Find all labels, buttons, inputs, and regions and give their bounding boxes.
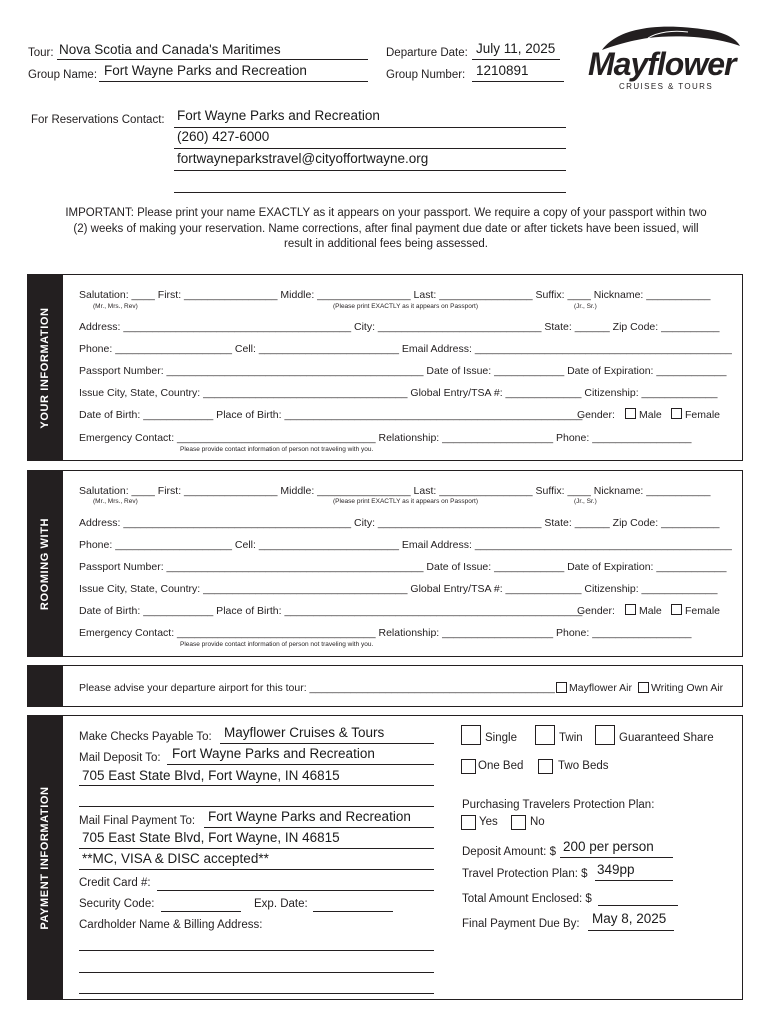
group-number-label: Group Number:: [386, 69, 466, 81]
contact-line-1: [174, 127, 566, 128]
deposit-amount-value[interactable]: 200 per person: [563, 839, 654, 854]
single-checkbox[interactable]: [461, 725, 481, 745]
logo-tagline: CRUISES & TOURS: [619, 82, 714, 91]
total-enclosed-line[interactable]: [598, 905, 678, 906]
twin-checkbox[interactable]: [535, 725, 555, 745]
group-name-line: [99, 81, 368, 82]
cardholder-label: Cardholder Name & Billing Address:: [79, 919, 263, 931]
deposit-blank-line: [79, 806, 434, 807]
contact-name[interactable]: Fort Wayne Parks and Recreation: [177, 108, 380, 123]
rw-last-name-hint: (Please print EXACTLY as it appears on Passport): [333, 498, 478, 505]
cardholder-line-2[interactable]: [79, 972, 434, 973]
protection-no-checkbox[interactable]: [511, 815, 526, 830]
salutation-hint: (Mr., Mrs., Rev): [93, 303, 138, 310]
rw-phone-row[interactable]: Phone: ____________________ Cell: ________________________ Email Address: ____________________________________________: [79, 539, 732, 551]
checks-payable-value[interactable]: Mayflower Cruises & Tours: [224, 725, 385, 740]
security-code-line[interactable]: [161, 911, 241, 912]
own-air-label: Writing Own Air: [651, 682, 724, 694]
mail-deposit-label: Mail Deposit To:: [79, 752, 161, 764]
tpp-label: Travel Protection Plan: $: [462, 868, 588, 880]
deposit-amount-line: [560, 857, 673, 858]
mayflower-logo: [588, 24, 748, 94]
contact-line-2: [174, 148, 566, 149]
rw-gender-label: Gender:: [577, 605, 615, 617]
contact-line-3: [174, 170, 566, 171]
final-address-line: [79, 848, 434, 849]
contact-line-4: [174, 192, 566, 193]
group-name-label: Group Name:: [28, 69, 98, 81]
issue-city-row[interactable]: Issue City, State, Country: ___________________________________ Global Entry/TSA #: _____________ Citizenship: _____________: [79, 387, 718, 399]
mail-final-address[interactable]: 705 East State Blvd, Fort Wayne, IN 46815: [82, 830, 340, 845]
mail-final-label: Mail Final Payment To:: [79, 815, 196, 827]
last-name-hint: (Please print EXACTLY as it appears on Passport): [333, 303, 478, 310]
mail-final-line: [204, 827, 434, 828]
protection-yes-label: Yes: [479, 816, 498, 828]
your-information-title: YOUR INFORMATION: [39, 306, 51, 429]
tour-label: Tour:: [28, 47, 54, 59]
emergency-hint: Please provide contact information of person not traveling with you.: [180, 446, 374, 453]
exp-date-label: Exp. Date:: [254, 898, 308, 910]
airport-tab: [27, 665, 63, 707]
rw-issue-city-row[interactable]: Issue City, State, Country: ___________________________________ Global Entry/TSA #: _____________ Citizenship: _____________: [79, 583, 718, 595]
final-due-label: Final Payment Due By:: [462, 918, 580, 930]
rw-passport-row[interactable]: Passport Number: ____________________________________________ Date of Issue: ____________ Date of Expiration: ____________: [79, 561, 727, 573]
logo-brand: Mayflower: [588, 46, 736, 82]
rw-emergency-row[interactable]: Emergency Contact: __________________________________ Relationship: ___________________ Phone: _________________: [79, 627, 692, 639]
suffix-hint: (Jr., Sr.): [574, 303, 597, 310]
checks-line: [220, 743, 434, 744]
gender-label: Gender:: [577, 409, 615, 421]
final-due-line: [588, 930, 674, 931]
salutation-row[interactable]: Salutation: ____ First: ________________ Middle: ________________ Last: ________________ Suffix: ____ Nickname: ___________: [79, 289, 711, 301]
group-name-value[interactable]: Fort Wayne Parks and Recreation: [104, 63, 307, 78]
tour-line: [57, 59, 368, 60]
credit-card-line[interactable]: [157, 890, 434, 891]
guaranteed-share-label: Guaranteed Share: [619, 732, 714, 744]
group-number-value[interactable]: 1210891: [476, 63, 529, 78]
total-enclosed-label: Total Amount Enclosed: $: [462, 893, 592, 905]
female-label: Female: [685, 409, 721, 421]
phone-row[interactable]: Phone: ____________________ Cell: ________________________ Email Address: ____________________________________________: [79, 343, 732, 355]
two-beds-checkbox[interactable]: [538, 759, 553, 774]
one-bed-checkbox[interactable]: [461, 759, 476, 774]
rw-salutation-row[interactable]: Salutation: ____ First: ________________ Middle: ________________ Last: ________________ Suffix: ____ Nickname: ___________: [79, 485, 711, 497]
cards-accepted-note: **MC, VISA & DISC accepted**: [82, 851, 269, 866]
mayflower-air-checkbox[interactable]: [556, 682, 567, 693]
contact-label: For Reservations Contact:: [31, 114, 165, 126]
departure-value[interactable]: July 11, 2025: [476, 41, 556, 56]
your-information-tab: [27, 274, 63, 461]
rw-salutation-hint: (Mr., Mrs., Rev): [93, 498, 138, 505]
checks-payable-label: Make Checks Payable To:: [79, 731, 212, 743]
cardholder-line-3[interactable]: [79, 993, 434, 994]
twin-label: Twin: [559, 732, 583, 744]
passport-notice: IMPORTANT: Please print your name EXACTLY as it appears on your passport. We require a copy of your passport within two (2) weeks of making your reservation. Name corrections, after final payment due date or after tickets have been issued, will result in additional fees being assessed.: [65, 207, 707, 250]
guaranteed-share-checkbox[interactable]: [595, 725, 615, 745]
group-number-line: [472, 81, 564, 82]
mail-deposit-value[interactable]: Fort Wayne Parks and Recreation: [172, 746, 375, 761]
rw-male-label: Male: [639, 605, 662, 617]
rw-dob-row[interactable]: Date of Birth: ____________ Place of Birth: ___________________________________________________: [79, 605, 583, 617]
final-due-value[interactable]: May 8, 2025: [592, 911, 667, 926]
dob-row[interactable]: Date of Birth: ____________ Place of Birth: ___________________________________________________: [79, 409, 583, 421]
payment-information-tab: [27, 715, 63, 1000]
own-air-checkbox[interactable]: [638, 682, 649, 693]
protection-yes-checkbox[interactable]: [461, 815, 476, 830]
rw-emergency-hint: Please provide contact information of person not traveling with you.: [180, 641, 374, 648]
airport-row[interactable]: Please advise your departure airport for this tour: __________________________________________: [79, 682, 555, 694]
emergency-row[interactable]: Emergency Contact: __________________________________ Relationship: ___________________ Phone: _________________: [79, 432, 692, 444]
tpp-value[interactable]: 349pp: [597, 862, 635, 877]
credit-card-label: Credit Card #:: [79, 877, 151, 889]
protection-no-label: No: [530, 816, 545, 828]
rw-male-checkbox[interactable]: [625, 604, 636, 615]
one-bed-label: One Bed: [478, 760, 524, 772]
exp-date-line[interactable]: [313, 911, 393, 912]
departure-label: Departure Date:: [386, 47, 468, 59]
mail-deposit-line: [167, 764, 434, 765]
contact-email[interactable]: fortwayneparkstravel@cityoffortwayne.org: [177, 151, 429, 166]
tour-value[interactable]: Nova Scotia and Canada's Maritimes: [59, 42, 281, 57]
single-label: Single: [485, 732, 517, 744]
payment-information-title: PAYMENT INFORMATION: [39, 785, 51, 930]
security-code-label: Security Code:: [79, 898, 155, 910]
cardholder-line-1[interactable]: [79, 950, 434, 951]
rw-address-row[interactable]: Address: _______________________________________ City: ____________________________ State: ______ Zip Code: __________: [79, 517, 720, 529]
rw-female-label: Female: [685, 605, 721, 617]
rooming-with-title: ROOMING WITH: [39, 517, 51, 610]
deposit-address-line: [79, 785, 434, 786]
mayflower-air-label: Mayflower Air: [569, 682, 633, 694]
cards-note-line: [79, 869, 434, 870]
address-row[interactable]: Address: _______________________________________ City: ____________________________ State: ______ Zip Code: __________: [79, 321, 720, 333]
tpp-line: [595, 880, 673, 881]
rw-suffix-hint: (Jr., Sr.): [574, 498, 597, 505]
rw-female-checkbox[interactable]: [671, 604, 682, 615]
male-label: Male: [639, 409, 662, 421]
mail-deposit-address[interactable]: 705 East State Blvd, Fort Wayne, IN 46815: [82, 768, 340, 783]
female-checkbox[interactable]: [671, 408, 682, 419]
mail-final-value[interactable]: Fort Wayne Parks and Recreation: [208, 809, 411, 824]
protection-question: Purchasing Travelers Protection Plan:: [462, 799, 655, 811]
rooming-with-tab: [27, 470, 63, 657]
male-checkbox[interactable]: [625, 408, 636, 419]
passport-row[interactable]: Passport Number: ____________________________________________ Date of Issue: ____________ Date of Expiration: ____________: [79, 365, 727, 377]
contact-phone[interactable]: (260) 427-6000: [177, 129, 270, 144]
departure-line: [472, 59, 560, 60]
deposit-amount-label: Deposit Amount: $: [462, 846, 556, 858]
two-beds-label: Two Beds: [558, 760, 609, 772]
